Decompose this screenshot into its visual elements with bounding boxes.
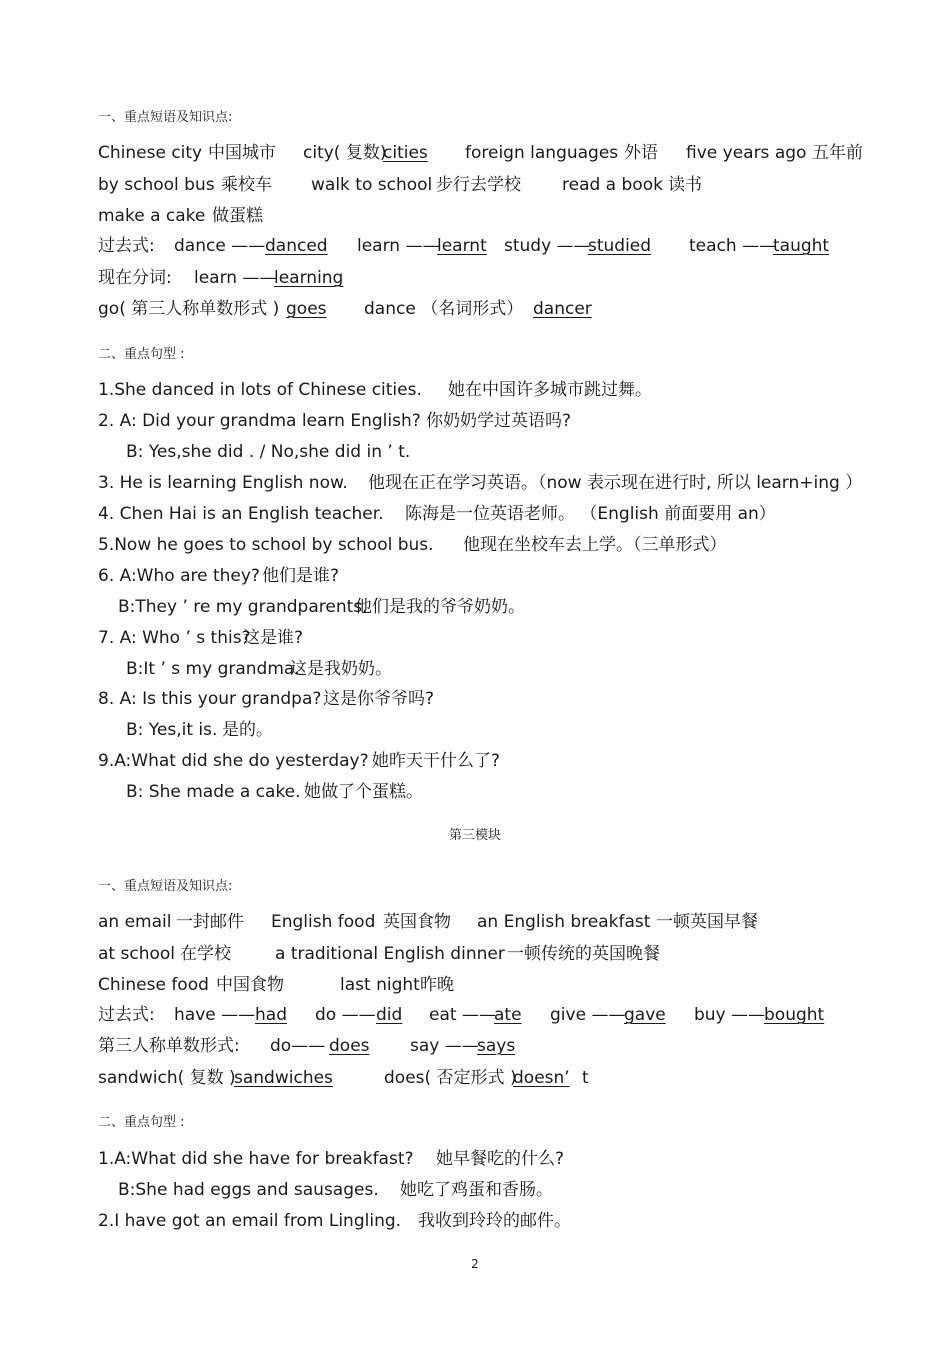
phrase-cn: 乘校车 — [221, 175, 272, 195]
sentence — [98, 628, 304, 648]
verb: learn —— — [357, 236, 440, 256]
answer-underlined: had — [255, 1005, 287, 1025]
sentence-en: 1.She danced in lots of Chinese cities. — [98, 380, 422, 400]
phrase-en: by school bus — [98, 175, 215, 195]
phrase-en: English food — [271, 912, 376, 932]
sentence — [98, 380, 652, 400]
sentence — [98, 473, 863, 493]
third-person-label: go( 第三人称单数形式 ) — [98, 299, 280, 319]
sentence — [98, 689, 435, 709]
phrase-cn: 在学校 — [180, 944, 231, 964]
verb: teach —— — [689, 236, 777, 256]
answer-underlined: did — [376, 1005, 403, 1025]
sentence — [118, 597, 525, 617]
phrase-en: make a cake — [98, 206, 206, 226]
phrase-cn: 步行去学校 — [436, 175, 521, 195]
answer-underlined: does — [329, 1036, 370, 1056]
answer-underlined: danced — [265, 236, 328, 256]
answer-underlined: doesn’ — [513, 1068, 570, 1088]
sentence-en: 5.Now he goes to school by school bus. — [98, 535, 434, 555]
sentence-en: 6. A:Who are they? — [98, 566, 260, 586]
sentence-en: 2.I have got an email from Lingling. — [98, 1211, 402, 1231]
verb: do—— — [270, 1036, 326, 1056]
sentence — [126, 659, 392, 679]
phrase-en: Chinese city — [98, 143, 203, 163]
section-heading-sentences: 二、重点句型 : — [98, 1115, 185, 1130]
sentence-cn: 你奶奶学过英语吗? — [426, 411, 572, 431]
sentence-en: B: She made a cake. — [126, 782, 301, 802]
phrase-cn: 五年前 — [812, 143, 863, 163]
sentence-en: 4. Chen Hai is an English teacher. — [98, 504, 384, 524]
sentence-cn: 她昨天干什么了? — [372, 751, 501, 771]
sentence-en: 2. A: Did your grandma learn English? — [98, 411, 421, 431]
sentence-cn: 这是谁? — [243, 628, 304, 648]
answer-underlined: goes — [286, 299, 327, 319]
phrase-cn: 中国城市 — [208, 143, 276, 163]
sentence-cn: 陈海是一位英语老师。 （English 前面要用 an） — [405, 504, 776, 524]
sentence — [118, 1180, 553, 1200]
sentence-en: B:They ’ re my grandparents. — [118, 597, 368, 617]
sentence-en: B:She had eggs and sausages. — [118, 1180, 379, 1200]
sentence — [98, 535, 727, 555]
sentence-en: 7. A: Who ’ s this? — [98, 628, 251, 648]
answer-underlined: studied — [588, 236, 652, 256]
sentence — [98, 1211, 571, 1231]
phrase-cn: 外语 — [624, 143, 658, 163]
page-number: 2 — [471, 1257, 479, 1271]
answer-underlined: ate — [494, 1005, 522, 1025]
phrase-cn: 读书 — [668, 175, 702, 195]
sentence-cn: 她做了个蛋糕。 — [304, 782, 423, 802]
sentence-cn: 这是你爷爷吗? — [323, 689, 435, 709]
phrase-en: last night — [340, 975, 420, 995]
negative-label: does( 否定形式 ) — [384, 1068, 517, 1088]
module-title: 第三模块 — [448, 828, 501, 843]
sentence — [98, 504, 776, 524]
sentence-cn: 他现在坐校车去上学。（三单形式） — [463, 535, 727, 555]
verb: learn —— — [194, 268, 277, 288]
verb: give —— — [550, 1005, 626, 1025]
verb: say —— — [410, 1036, 479, 1056]
phrase-cn: 一顿传统的英国晚餐 — [507, 944, 660, 964]
section-heading-sentences: 二、重点句型 : — [98, 347, 185, 362]
phrase-cn: 一顿英国早餐 — [656, 912, 758, 932]
past-tense-label: 过去式: — [98, 236, 155, 256]
sentence-cn: 这是我奶奶。 — [290, 659, 392, 679]
phrase-en: an English breakfast — [477, 912, 651, 932]
phrase-cn: 一封邮件 — [176, 912, 244, 932]
phrase-cn: 昨晚 — [420, 975, 454, 995]
sentence-cn: 我收到玲玲的邮件。 — [418, 1211, 571, 1231]
third-person-label: 第三人称单数形式: — [98, 1036, 240, 1056]
sentence-cn: 他们是我的爷爷奶奶。 — [355, 597, 525, 617]
sentence-en: B: Yes,it is. — [126, 720, 218, 740]
sentence — [98, 751, 501, 771]
sentence-cn: 她在中国许多城市跳过舞。 — [448, 380, 652, 400]
sentence — [98, 566, 340, 586]
phrase-en: read a book — [562, 175, 663, 195]
verb: buy —— — [694, 1005, 766, 1025]
phrase-cn: 做蛋糕 — [212, 206, 263, 226]
phrase-en: city( 复数) — [303, 143, 387, 163]
sentence-en: 9.A:What did she do yesterday? — [98, 751, 369, 771]
answer-underlined: taught — [773, 236, 830, 256]
answer-underlined: learning — [274, 268, 344, 288]
sentence-cn: 是的。 — [222, 720, 273, 740]
answer-underlined: gave — [624, 1005, 666, 1025]
past-tense-label: 过去式: — [98, 1005, 155, 1025]
sentence-cn: 她早餐吃的什么? — [436, 1149, 565, 1169]
answer-underlined: dancer — [533, 299, 592, 319]
phrase-en: a traditional English dinner — [275, 944, 505, 964]
verb: dance —— — [174, 236, 266, 256]
phrase-en: walk to school — [311, 175, 433, 195]
sentence — [126, 720, 273, 740]
present-participle-label: 现在分词: — [98, 268, 172, 288]
answer-underlined: says — [477, 1036, 516, 1056]
sentence-cn: 他们是谁? — [262, 566, 340, 586]
answer-suffix: t — [582, 1068, 589, 1088]
sentence — [126, 442, 410, 462]
phrase-en: foreign languages — [465, 143, 619, 163]
verb: eat —— — [429, 1005, 496, 1025]
phrase-en: Chinese food — [98, 975, 209, 995]
plural-label: sandwich( 复数 ) — [98, 1068, 236, 1088]
sentence — [98, 411, 572, 431]
noun-form-label: dance （名词形式） — [364, 299, 524, 319]
sentence-cn: 她吃了鸡蛋和香肠。 — [400, 1180, 553, 1200]
phrase-cn: 中国食物 — [216, 975, 284, 995]
verb: have —— — [174, 1005, 256, 1025]
answer-underlined: cities — [383, 143, 428, 163]
sentence-en: B:It ’ s my grandma. — [126, 659, 300, 679]
sentence-en: 3. He is learning English now. — [98, 473, 348, 493]
section-heading-phrases: 一、重点短语及知识点: — [98, 879, 233, 894]
phrase-en: five years ago — [686, 143, 807, 163]
phrase-en: at school — [98, 944, 175, 964]
sentence-cn: 他现在正在学习英语。（now 表示现在进行时, 所以 learn+ing ） — [368, 473, 863, 493]
verb: study —— — [504, 236, 591, 256]
sentence-en: B: Yes,she did . / No,she did in ’ t. — [126, 442, 411, 462]
sentence — [98, 1149, 565, 1169]
section-heading-phrases: 一、重点短语及知识点: — [98, 110, 233, 125]
sentence-en: 1.A:What did she have for breakfast? — [98, 1149, 414, 1169]
answer-underlined: learnt — [437, 236, 487, 256]
answer-underlined: bought — [764, 1005, 825, 1025]
answer-underlined: sandwiches — [234, 1068, 333, 1088]
sentence-en: 8. A: Is this your grandpa? — [98, 689, 322, 709]
sentence — [126, 782, 423, 802]
phrase-en: an email — [98, 912, 172, 932]
phrase-cn: 英国食物 — [383, 912, 451, 932]
verb: do —— — [315, 1005, 376, 1025]
